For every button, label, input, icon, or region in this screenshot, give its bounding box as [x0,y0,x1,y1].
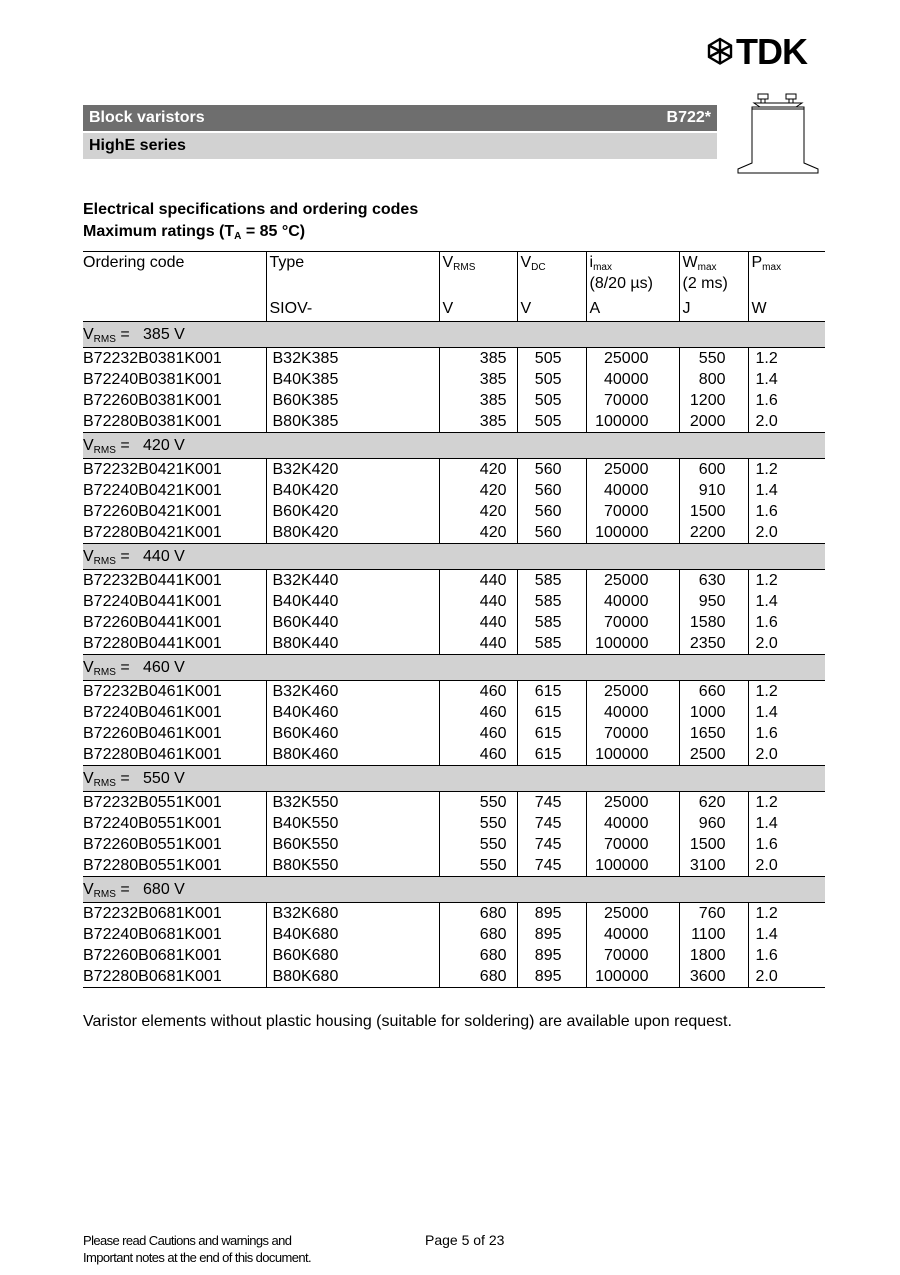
table-cell: 1.6 [748,390,825,411]
table-cell: B72280B0461K001 [83,746,222,763]
section-subtitle: Maximum ratings ($T_A = 85$ °C) [83,223,306,242]
table-cell: 1.2 [748,792,825,814]
table-cell: 420 [439,459,517,481]
table-cell: B72280B0421K001 [83,524,222,541]
table-cell: B60K420 [266,501,439,522]
table-row [83,522,825,544]
table-cell: B80K680 [266,966,439,988]
table-cell: B40K680 [266,924,439,945]
table-cell: 420 [439,522,517,544]
table-cell: 550 [679,348,748,370]
table-row [83,945,825,966]
table-cell: 1.4 [748,591,825,612]
column-header: $W_{max}$ (2 ms) J [679,252,748,322]
table-cell: B72280B0551K001 [83,857,222,874]
page-number: Page 5 of 23 [425,1232,505,1248]
table-row [83,834,825,855]
table-cell: 1.4 [748,702,825,723]
table-cell: B72280B0381K001 [83,413,222,430]
table-cell: 560 [517,522,586,544]
table-cell: B32K385 [266,348,439,370]
table-cell: 420 [439,480,517,501]
table-cell: B80K385 [266,411,439,433]
table-cell: B72280B0441K001 [83,635,222,652]
table-cell: 550 [439,834,517,855]
table-cell: B72232B0381K001 [83,350,222,367]
table-cell: 615 [517,681,586,703]
table-row [83,480,825,501]
table-cell: 25000 [586,348,679,370]
table-cell: 1000 [679,702,748,723]
table-cell: 895 [517,903,586,925]
table-row [83,792,825,814]
table-row [83,966,825,988]
table-cell: 100000 [586,966,679,988]
table-cell: 1.6 [748,945,825,966]
table-cell: 660 [679,681,748,703]
table-row [83,591,825,612]
logo-text: TDK [736,31,807,72]
table-cell: 440 [439,633,517,655]
table-cell: 25000 [586,903,679,925]
table-cell: B72240B0381K001 [83,371,222,388]
table-cell: 2350 [679,633,748,655]
table-cell: 40000 [586,591,679,612]
table-cell: 385 [439,348,517,370]
table-cell: 560 [517,480,586,501]
table-cell: B72260B0461K001 [83,725,222,742]
table-cell: 40000 [586,813,679,834]
table-cell: 960 [679,813,748,834]
table-cell: B40K440 [266,591,439,612]
column-header: $i_{max}$ (8/20 µs) A [586,252,679,322]
table-cell: 1.6 [748,501,825,522]
table-cell: B40K420 [266,480,439,501]
table-cell: 100000 [586,744,679,766]
table-cell: 440 [439,612,517,633]
table-cell: 1.4 [748,480,825,501]
table-cell: 1.2 [748,903,825,925]
table-cell: 1.4 [748,369,825,390]
group-row [83,766,825,792]
table-cell: 505 [517,369,586,390]
table-cell: 440 [439,570,517,592]
table-row [83,369,825,390]
table-cell: 1650 [679,723,748,744]
table-cell: B32K440 [266,570,439,592]
table-cell: 505 [517,390,586,411]
table-cell: 25000 [586,792,679,814]
table-cell: 800 [679,369,748,390]
table-cell: B72260B0681K001 [83,947,222,964]
table-cell: B72260B0421K001 [83,503,222,520]
table-cell: 2.0 [748,966,825,988]
table-cell: 745 [517,813,586,834]
table-cell: B72232B0461K001 [83,683,222,700]
table-cell: 2500 [679,744,748,766]
table-row [83,702,825,723]
table-cell: 585 [517,570,586,592]
table-row [83,570,825,592]
table-cell: B60K680 [266,945,439,966]
table-cell: 3100 [679,855,748,877]
table-cell: B60K440 [266,612,439,633]
table-cell: B80K420 [266,522,439,544]
table-cell: B32K420 [266,459,439,481]
table-cell: 70000 [586,945,679,966]
table-cell: 40000 [586,369,679,390]
table-cell: 1.4 [748,924,825,945]
table-cell: 550 [439,855,517,877]
table-cell: 505 [517,411,586,433]
table-cell: 615 [517,744,586,766]
series-name: HighE series [89,137,186,154]
section-title: Electrical specifications and ordering codes [83,201,419,218]
table-cell: 745 [517,792,586,814]
table-cell: 70000 [586,612,679,633]
footer-notice: Please read Cautions and warnings and Important notes at the end of this document. [83,1233,311,1265]
table-row [83,813,825,834]
table-cell: 1.2 [748,570,825,592]
table-cell: 560 [517,459,586,481]
table-cell: 3600 [679,966,748,988]
table-cell: 40000 [586,480,679,501]
table-cell: 630 [679,570,748,592]
table-row [83,348,825,370]
group-label: $V_{RMS} = 440$ V [83,544,825,570]
table-cell: 40000 [586,702,679,723]
table-cell: 680 [439,924,517,945]
table-cell: 70000 [586,834,679,855]
table-cell: 615 [517,702,586,723]
table-cell: 460 [439,681,517,703]
column-header: $P_{max}$ W [748,252,825,322]
group-row [83,433,825,459]
table-cell: 385 [439,369,517,390]
group-label: $V_{RMS} = 460$ V [83,655,825,681]
table-cell: 440 [439,591,517,612]
table-row [83,681,825,703]
table-cell: 895 [517,966,586,988]
table-cell: B72232B0441K001 [83,572,222,589]
table-cell: 2200 [679,522,748,544]
table-cell: 385 [439,390,517,411]
table-row [83,390,825,411]
table-cell: B60K550 [266,834,439,855]
table-cell: 895 [517,924,586,945]
table-cell: B72240B0441K001 [83,593,222,610]
group-label: $V_{RMS} = 420$ V [83,433,825,459]
block-varistor-icon [736,90,822,176]
table-cell: 1.2 [748,681,825,703]
table-cell: 895 [517,945,586,966]
table-cell: B40K385 [266,369,439,390]
table-cell: 460 [439,723,517,744]
table-row [83,411,825,433]
series-bar [83,133,717,159]
table-cell: 680 [439,903,517,925]
table-cell: 585 [517,612,586,633]
table-cell: B72232B0681K001 [83,905,222,922]
table-cell: 680 [439,945,517,966]
table-cell: 680 [439,966,517,988]
table-cell: B72260B0551K001 [83,836,222,853]
table-cell: 550 [439,792,517,814]
table-row [83,459,825,481]
group-label: $V_{RMS} = 385$ V [83,322,825,348]
table-row [83,633,825,655]
table-cell: 25000 [586,459,679,481]
table-cell: 2.0 [748,633,825,655]
table-cell: 600 [679,459,748,481]
table-cell: B32K680 [266,903,439,925]
table-cell: 505 [517,348,586,370]
table-cell: 910 [679,480,748,501]
table-cell: 25000 [586,681,679,703]
table-cell: 100000 [586,411,679,433]
table-row [83,723,825,744]
table-cell: 1.4 [748,813,825,834]
table-cell: 460 [439,702,517,723]
table-cell: B72240B0551K001 [83,815,222,832]
table-cell: 1800 [679,945,748,966]
table-cell: 2000 [679,411,748,433]
table-row [83,903,825,925]
product-code: B722* [666,109,711,126]
table-cell: 1200 [679,390,748,411]
table-cell: 100000 [586,522,679,544]
table-cell: 70000 [586,501,679,522]
availability-note: Varistor elements without plastic housing (suitable for soldering) are available upon request. [83,1013,732,1030]
spec-table [83,251,825,988]
table-cell: 70000 [586,390,679,411]
table-cell: B72240B0681K001 [83,926,222,943]
column-header: $V_{RMS}$ V [439,252,517,322]
table-cell: 760 [679,903,748,925]
table-cell: B72260B0381K001 [83,392,222,409]
table-cell: 1100 [679,924,748,945]
table-cell: 950 [679,591,748,612]
table-cell: 460 [439,744,517,766]
column-header: Ordering code [83,252,266,322]
group-row [83,655,825,681]
table-cell: B80K440 [266,633,439,655]
table-cell: B72232B0551K001 [83,794,222,811]
group-label: $V_{RMS} = 680$ V [83,877,825,903]
table-row [83,744,825,766]
table-cell: B80K460 [266,744,439,766]
table-cell: 1500 [679,834,748,855]
table-cell: B72280B0681K001 [83,966,266,988]
table-row [83,924,825,945]
table-cell: 2.0 [748,522,825,544]
table-cell: B60K460 [266,723,439,744]
group-row [83,877,825,903]
table-row [83,612,825,633]
table-cell: 560 [517,501,586,522]
table-cell: B40K460 [266,702,439,723]
table-cell: 25000 [586,570,679,592]
table-cell: B72260B0441K001 [83,614,222,631]
table-cell: 585 [517,633,586,655]
header-bar [83,105,717,131]
table-cell: 100000 [586,855,679,877]
table-cell: B32K550 [266,792,439,814]
tdk-logo-icon [706,36,734,66]
table-cell: 745 [517,834,586,855]
table-cell: 585 [517,591,586,612]
table-cell: 40000 [586,924,679,945]
table-header-row [83,252,825,322]
table-cell: 100000 [586,633,679,655]
group-label: $V_{RMS} = 550$ V [83,766,825,792]
table-cell: 1580 [679,612,748,633]
product-family: Block varistors [89,109,205,126]
table-cell: 745 [517,855,586,877]
table-cell: 385 [439,411,517,433]
table-cell: 615 [517,723,586,744]
table-cell: 620 [679,792,748,814]
group-row [83,322,825,348]
table-cell: B40K550 [266,813,439,834]
column-header: Type SIOV- [266,252,439,322]
table-cell: B80K550 [266,855,439,877]
table-cell: 420 [439,501,517,522]
tdk-logo [706,31,828,72]
table-cell: 70000 [586,723,679,744]
table-cell: B72240B0461K001 [83,704,222,721]
table-cell: 550 [439,813,517,834]
table-row [83,855,825,877]
table-cell: B60K385 [266,390,439,411]
table-cell: B72232B0421K001 [83,461,222,478]
table-cell: B72240B0421K001 [83,482,222,499]
table-cell: 1.6 [748,834,825,855]
column-header: $V_{DC}$ V [517,252,586,322]
table-cell: 2.0 [748,411,825,433]
table-cell: 1.6 [748,723,825,744]
table-cell: 1.2 [748,459,825,481]
table-row [83,501,825,522]
table-cell: 1500 [679,501,748,522]
table-cell: B32K460 [266,681,439,703]
table-cell: 1.2 [748,348,825,370]
table-cell: 2.0 [748,855,825,877]
table-cell: 1.6 [748,612,825,633]
group-row [83,544,825,570]
table-cell: 2.0 [748,744,825,766]
